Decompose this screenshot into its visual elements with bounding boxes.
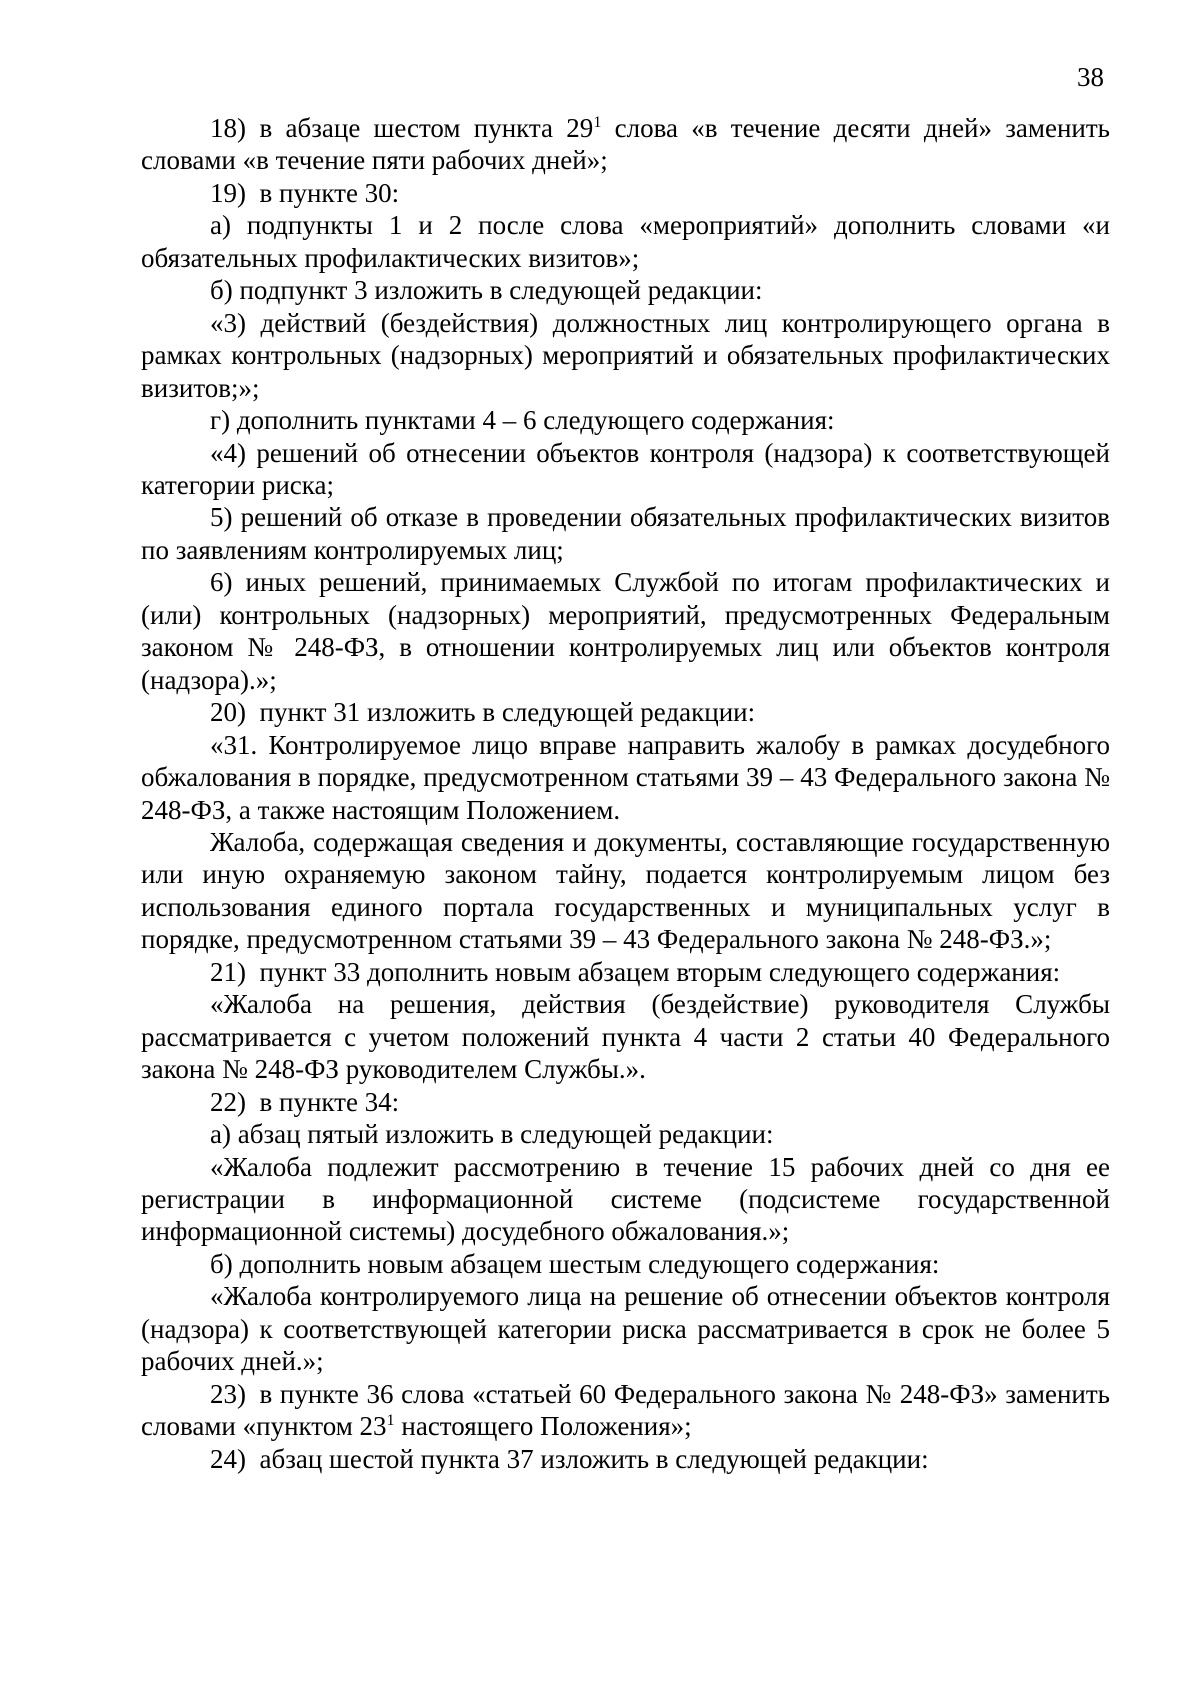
item-19-g-sub-6 — [141, 566, 1110, 696]
text-run: г) дополнить пунктами 4 – 6 следующего содержания: — [210, 405, 835, 436]
text-run: 18) в абзаце шестом пункта 29 — [210, 113, 594, 143]
text-run: «Жалоба подлежит рассмотрению в течение 15 рабочих дней со дня ее регистрации в информационной системе (подсистеме государственной информационной системы) досудебного обжалования.»; — [141, 1151, 1110, 1247]
text-run: «Жалоба на решения, действия (бездействие) руководителя Службы рассматривается с учетом положений пункта 4 части 2 статьи 40 Федерального закона № 248-ФЗ руководителем Службы.». — [141, 989, 1110, 1085]
item-19 — [141, 177, 1110, 209]
item-23 — [141, 1378, 1110, 1443]
item-22 — [141, 1086, 1110, 1118]
item-22-b — [141, 1248, 1110, 1280]
text-run: б) подпункт 3 изложить в следующей редакции: — [210, 275, 763, 306]
page-number: 38 — [1077, 62, 1104, 92]
text-run: слова «в течение десяти дней» заменить словами «в течение пяти рабочих дней»; — [141, 113, 1110, 176]
item-22-a — [141, 1118, 1110, 1150]
text-run: 19) в пункте 30: — [210, 177, 400, 208]
text-run: 6) иных решений, принимаемых Службой по итогам профилактических и (или) контрольных (надзорных) мероприятий, предусмотренных Федеральным законом № 248-ФЗ, в отношении контролируемых лиц или объектов контроля (надзора).»; — [141, 567, 1110, 695]
item-20-p31-par1 — [141, 729, 1110, 826]
text-run: 5) решений об отказе в проведении обязательных профилактических визитов по заявлениям контролируемых лиц; — [141, 502, 1110, 565]
text-run: настоящего Положения»; — [394, 1411, 692, 1442]
text-run: 22) в пункте 34: — [210, 1086, 400, 1117]
text-run: а) подпункты 1 и 2 после слова «мероприятий» дополнить словами «и обязательных профилактических визитов»; — [141, 210, 1110, 273]
text-run: а) абзац пятый изложить в следующей редакции: — [210, 1119, 774, 1150]
document-text — [141, 112, 1110, 1475]
text-run: 23) в пункте 36 слова «статьей 60 Федерального закона № 248-ФЗ» заменить словами «пунктом 23 — [141, 1378, 1110, 1442]
item-22-a-text — [141, 1151, 1110, 1248]
item-22-b-text — [141, 1280, 1110, 1377]
text-run: «31. Контролируемое лицо вправе направить жалобу в рамках досудебного обжалования в порядке, предусмотренном статьями 39 – 43 Федерального закона № 248-ФЗ, а также настоящим Положением. — [141, 729, 1110, 825]
item-21-text — [141, 988, 1110, 1085]
item-24 — [141, 1443, 1110, 1475]
text-run: Жалоба, содержащая сведения и документы, составляющие государственную или иную охраняемую законом тайну, подается контролируемым лицом без использования единого портала государственных и муниципальных услуг в порядке, предусмотренном статьями 39 – 43 Федерального закона № 248-ФЗ.»; — [141, 826, 1110, 955]
text-run: «3) действий (бездействия) должностных лиц контролирующего органа в рамках контрольных (надзорных) мероприятий и обязательных профилактических визитов;»; — [141, 307, 1110, 403]
item-19-g — [141, 404, 1110, 436]
text-run: б) дополнить новым абзацем шестым следующего содержания: — [210, 1248, 940, 1279]
item-18 — [141, 112, 1110, 177]
item-19-g-sub-4 — [141, 437, 1110, 502]
item-19-b-sub-3 — [141, 307, 1110, 404]
superscript: 1 — [593, 113, 602, 131]
text-run: «Жалоба контролируемого лица на решение об отнесении объектов контроля (надзора) к соответствующей категории риска рассматривается в срок не более 5 рабочих дней.»; — [141, 1281, 1110, 1377]
superscript: 1 — [386, 1411, 395, 1430]
item-20 — [141, 696, 1110, 728]
text-run: 20) пункт 31 изложить в следующей редакции: — [210, 697, 756, 728]
item-19-a — [141, 209, 1110, 274]
item-19-g-sub-5 — [141, 501, 1110, 566]
text-run: 24) абзац шестой пункта 37 изложить в следующей редакции: — [210, 1443, 929, 1474]
text-run: 21) пункт 33 дополнить новым абзацем вторым следующего содержания: — [210, 956, 1061, 987]
item-20-p31-par2 — [141, 826, 1110, 956]
text-run: «4) решений об отнесении объектов контроля (надзора) к соответствующей категории риска; — [141, 437, 1110, 500]
item-19-b — [141, 274, 1110, 306]
item-21 — [141, 956, 1110, 988]
